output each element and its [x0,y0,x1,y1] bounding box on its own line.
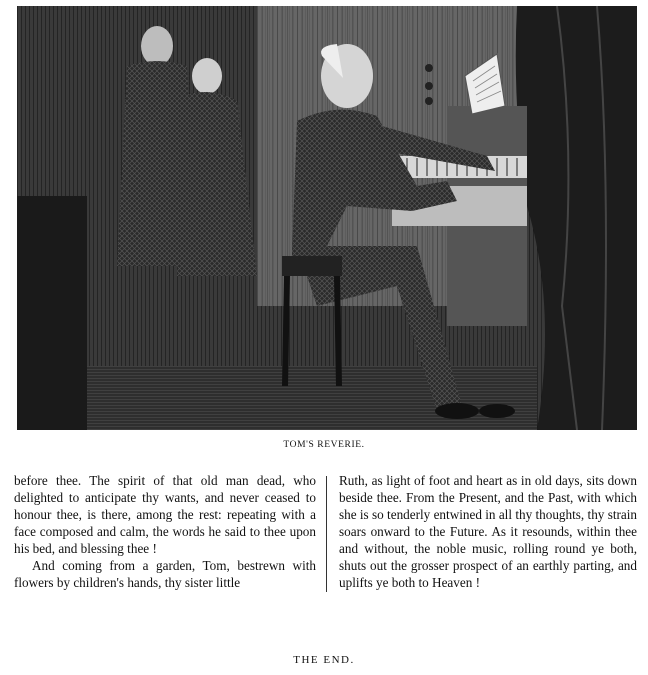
text-column-right [339,472,637,591]
organ-stool [282,256,342,276]
end-marker: THE END. [293,654,355,666]
organ-stop [425,82,433,90]
paragraph: Ruth, as light of foot and heart as in old days, sits down beside thee. From the Present, and the Past, with which she is so tenderly entwined in all thy thoughts, thy strain soars onward to the Future. As it resounds, within thee and without, the noble music, rolling round ye both, shuts out the grosser prospect of an earthly parting, and uplifts ye both to Heaven ! [339,473,637,590]
paragraph: before thee. The spirit of that old man dead, who delighted to anticipate thy wants, and never ceased to honour thee, is there, among the rest: repeating with a face composed and calm, the words he said to thee upon his bed, and blessing thee ! [14,473,316,556]
organ-stop [425,97,433,105]
organ-stop [425,64,433,72]
column-divider [326,476,327,592]
illustration-caption: TOM'S REVERIE. [283,440,365,450]
text-column-left [14,472,316,591]
paragraph: And coming from a garden, Tom, bestrewn with flowers by children's hands, thy sister little [14,558,316,590]
engraving-illustration [17,6,637,430]
